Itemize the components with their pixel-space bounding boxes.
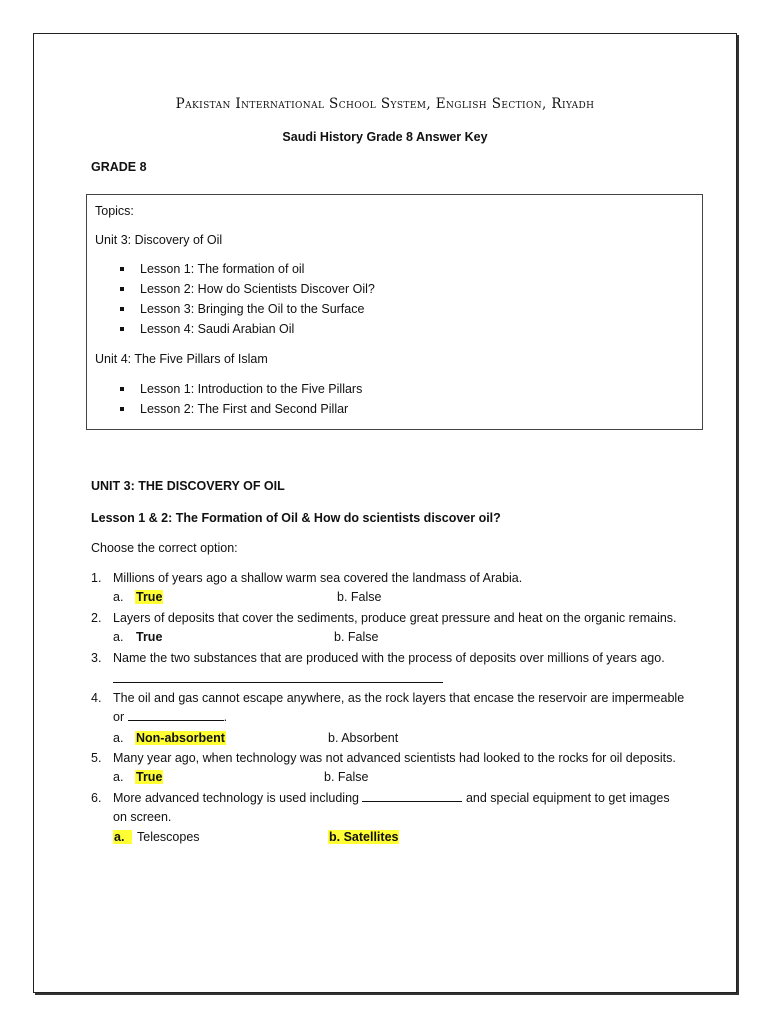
continuation-suffix: . [223, 710, 228, 724]
answer-blank-line [113, 682, 443, 683]
unit4-title: Unit 4: The Five Pillars of Islam [95, 352, 268, 366]
question-number: 1. [91, 571, 102, 585]
question-text: Millions of years ago a shallow warm sea covered the landmass of Arabia. [113, 571, 523, 585]
question-text: Layers of deposits that cover the sediments, produce great pressure and heat on the organic remains. [113, 611, 677, 625]
question-continuation: on screen. [113, 810, 172, 824]
question-number: 4. [91, 691, 102, 705]
fill-in-blank [362, 801, 462, 802]
school-title: Pakistan International School System, English Section, Riyadh [175, 96, 595, 112]
continuation-prefix: or [113, 710, 125, 724]
question-number: 6. [91, 791, 102, 805]
option-b: b. False [337, 590, 382, 604]
option-a-label: a. [113, 770, 124, 784]
document-subtitle: Saudi History Grade 8 Answer Key [282, 130, 488, 144]
question-text-before: More advanced technology is used including [113, 791, 359, 805]
question-number: 2. [91, 611, 102, 625]
question-text: The oil and gas cannot escape anywhere, as the rock layers that encase the reservoir are impermeable [113, 691, 685, 705]
bullet-icon [120, 407, 124, 411]
topic-lesson: Lesson 3: Bringing the Oil to the Surface [140, 302, 365, 316]
option-a: True [136, 630, 163, 644]
lesson-heading: Lesson 1 & 2: The Formation of Oil & How do scientists discover oil? [91, 511, 501, 525]
topics-heading: Topics: [95, 204, 134, 218]
topic-lesson: Lesson 2: The First and Second Pillar [140, 402, 349, 416]
answer-highlight: Non-absorbent [136, 731, 225, 745]
bullet-icon [120, 387, 124, 391]
question-text: Many year ago, when technology was not advanced scientists had looked to the rocks for oil deposits. [113, 751, 676, 765]
bullet-icon [120, 307, 124, 311]
bullet-icon [120, 267, 124, 271]
option-a-label: a. [113, 731, 124, 745]
instruction: Choose the correct option: [91, 541, 238, 555]
option-a-label: a. [113, 590, 124, 604]
option-b: b. Absorbent [328, 731, 399, 745]
question-text [113, 790, 670, 806]
unit-heading: UNIT 3: THE DISCOVERY OF OIL [91, 479, 285, 493]
question-text-after: and special equipment to get images [465, 791, 670, 805]
answer-highlight: True [136, 590, 163, 604]
option-b: b. False [324, 770, 369, 784]
answer-highlight: True [136, 770, 163, 784]
answer-highlight: b. Satellites [329, 830, 399, 844]
question-number: 5. [91, 751, 102, 765]
question-text: Name the two substances that are produced with the process of deposits over millions of years ago. [113, 651, 665, 665]
bullet-icon [120, 327, 124, 331]
answer-key-page [33, 33, 737, 993]
grade-label: GRADE 8 [91, 160, 147, 174]
topic-lesson: Lesson 1: Introduction to the Five Pillars [140, 382, 363, 396]
option-a-label: a. [113, 630, 124, 644]
unit3-title: Unit 3: Discovery of Oil [95, 233, 223, 247]
bullet-icon [120, 287, 124, 291]
option-b: b. False [334, 630, 379, 644]
question-number: 3. [91, 651, 102, 665]
option-a: Telescopes [137, 830, 200, 844]
topic-lesson: Lesson 1: The formation of oil [140, 262, 305, 276]
topic-lesson: Lesson 2: How do Scientists Discover Oil? [140, 282, 375, 296]
topics-box [86, 194, 703, 430]
question-continuation [113, 709, 227, 725]
topic-lesson: Lesson 4: Saudi Arabian Oil [140, 322, 295, 336]
fill-in-blank [128, 720, 224, 721]
answer-highlight: a. [113, 830, 132, 844]
